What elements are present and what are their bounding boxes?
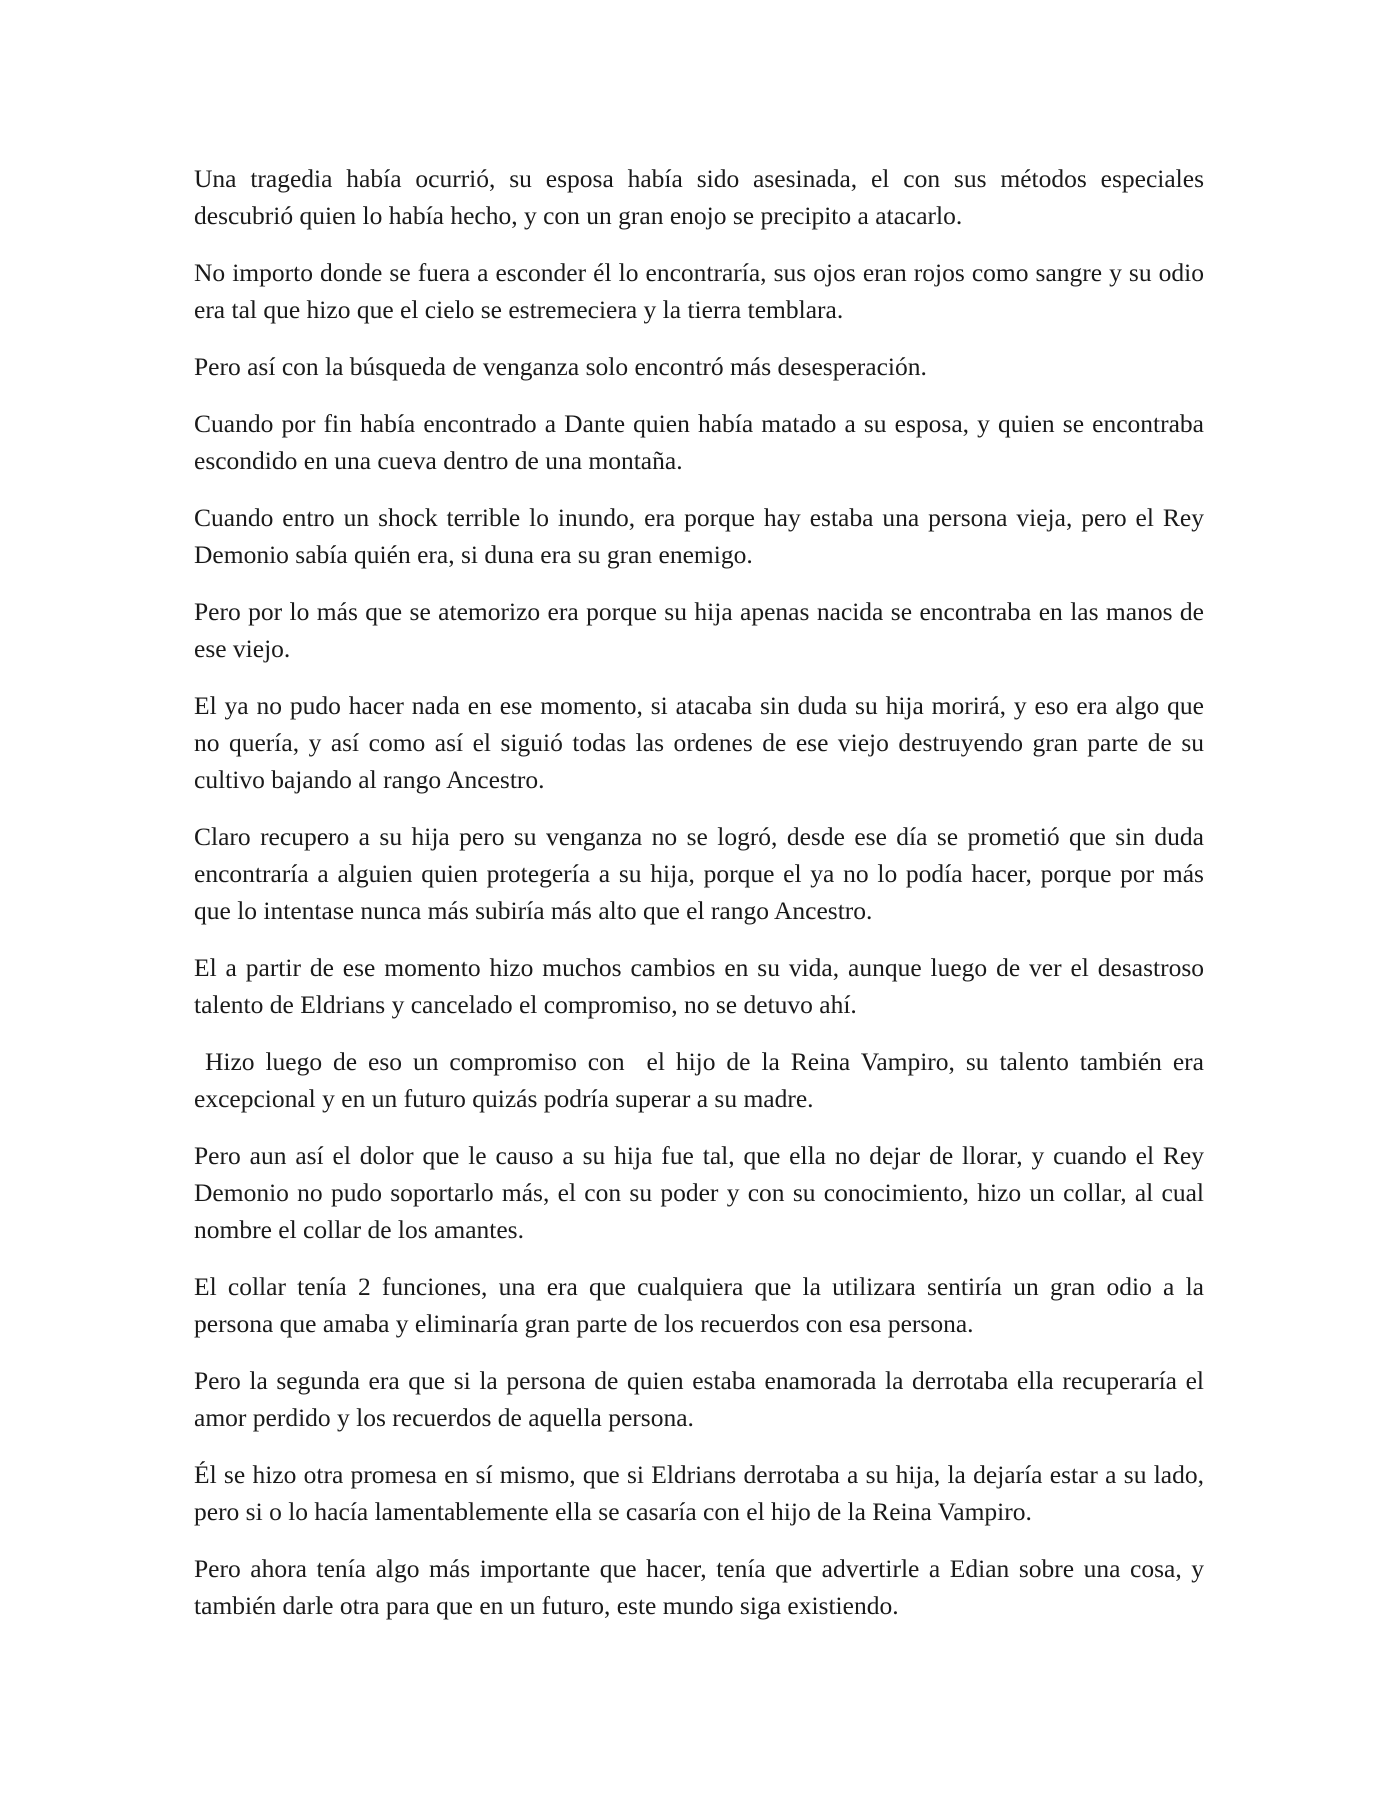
paragraph-9: El a partir de ese momento hizo muchos cambios en su vida, aunque luego de ver el desastroso talento de Eldrians y cancelado el compromiso, no se detuvo ahí.	[194, 953, 1204, 1019]
paragraph-11: Pero aun así el dolor que le causo a su hija fue tal, que ella no dejar de llorar, y cuando el Rey Demonio no pudo soportarlo más, el con su poder y con su conocimiento, hizo un collar, al cual nombre el collar de los amantes.	[194, 1141, 1204, 1244]
paragraph-15: Pero ahora tenía algo más importante que hacer, tenía que advertirle a Edian sobre una cosa, y también darle otra para que en un futuro, este mundo siga existiendo.	[194, 1554, 1204, 1620]
paragraph-8: Claro recupero a su hija pero su venganza no se logró, desde ese día se prometió que sin duda encontraría a alguien quien protegería a su hija, porque el ya no lo podía hacer, porque por más que lo intentase nunca más subiría más alto que el rango Ancestro.	[194, 822, 1204, 925]
paragraph-13: Pero la segunda era que si la persona de quien estaba enamorada la derrotaba ella recuperaría el amor perdido y los recuerdos de aquella persona.	[194, 1366, 1204, 1432]
paragraph-5: Cuando entro un shock terrible lo inundo, era porque hay estaba una persona vieja, pero el Rey Demonio sabía quién era, si duna era su gran enemigo.	[194, 503, 1204, 569]
paragraph-1: Una tragedia había ocurrió, su esposa había sido asesinada, el con sus métodos especiales descubrió quien lo había hecho, y con un gran enojo se precipito a atacarlo.	[194, 164, 1204, 230]
paragraph-6: Pero por lo más que se atemorizo era porque su hija apenas nacida se encontraba en las manos de ese viejo.	[194, 597, 1204, 663]
paragraph-7: El ya no pudo hacer nada en ese momento, si atacaba sin duda su hija morirá, y eso era algo que no quería, y así como así el siguió todas las ordenes de ese viejo destruyendo gran parte de su cultivo bajando al rango Ancestro.	[194, 691, 1204, 794]
paragraph-14: Él se hizo otra promesa en sí mismo, que si Eldrians derrotaba a su hija, la dejaría estar a su lado, pero si o lo hacía lamentablemente ella se casaría con el hijo de la Reina Vampiro.	[194, 1460, 1204, 1526]
document-body	[194, 160, 1211, 1644]
paragraph-10: Hizo luego de eso un compromiso con el hijo de la Reina Vampiro, su talento también era excepcional y en un futuro quizás podría superar a su madre.	[194, 1047, 1211, 1113]
paragraph-4: Cuando por fin había encontrado a Dante quien había matado a su esposa, y quien se encontraba escondido en una cueva dentro de una montaña.	[194, 409, 1204, 475]
paragraph-3: Pero así con la búsqueda de venganza solo encontró más desesperación.	[194, 352, 927, 381]
paragraph-12: El collar tenía 2 funciones, una era que cualquiera que la utilizara sentiría un gran odio a la persona que amaba y eliminaría gran parte de los recuerdos con esa persona.	[194, 1272, 1204, 1338]
paragraph-2: No importo donde se fuera a esconder él lo encontraría, sus ojos eran rojos como sangre y su odio era tal que hizo que el cielo se estremeciera y la tierra temblara.	[194, 258, 1204, 324]
